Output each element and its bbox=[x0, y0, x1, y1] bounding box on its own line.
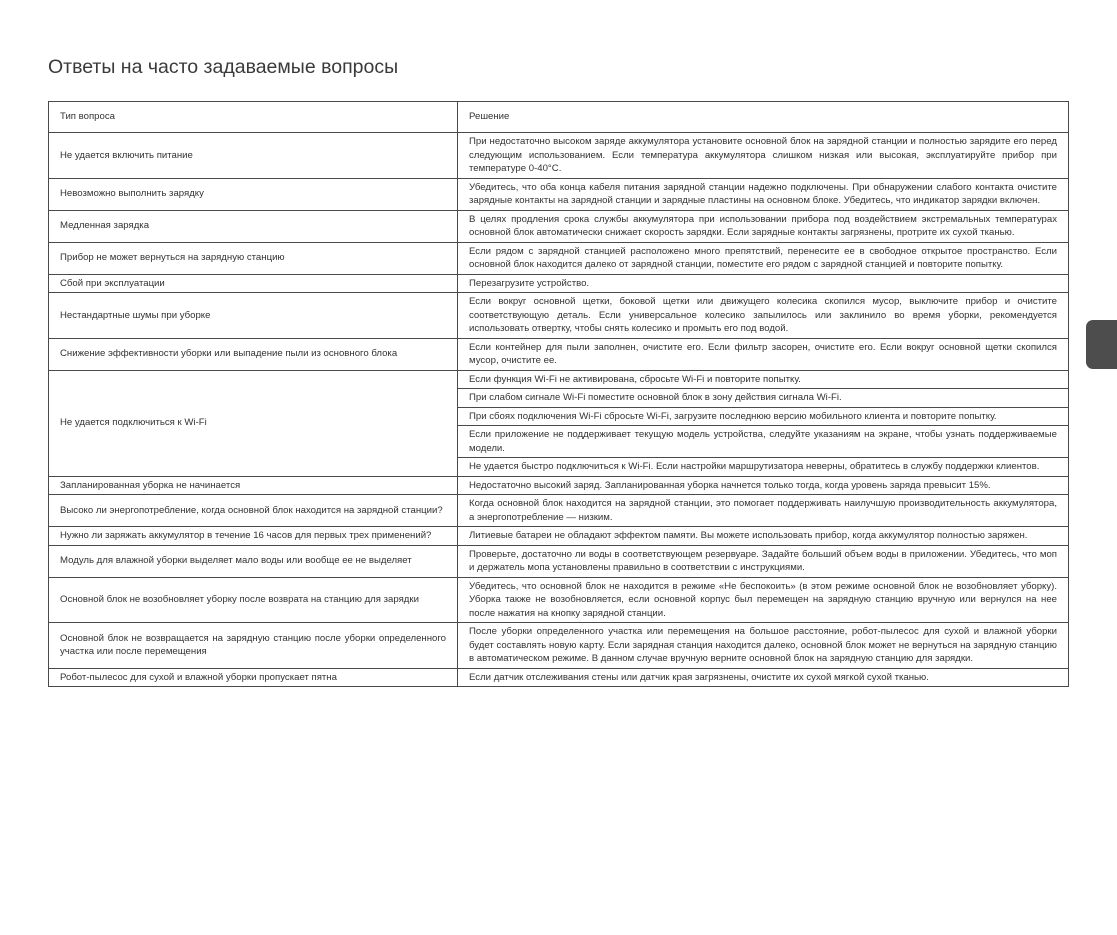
faq-table-body bbox=[49, 102, 1069, 687]
table-row bbox=[49, 293, 1069, 339]
solution-cell: Если функция Wi-Fi не активирована, сбросьте Wi-Fi и повторите попытку. bbox=[458, 370, 1069, 389]
question-cell: Робот-пылесос для сухой и влажной уборки пропускает пятна bbox=[49, 668, 458, 687]
question-cell: Запланированная уборка не начинается bbox=[49, 476, 458, 495]
solution-cell: При недостаточно высоком заряде аккумулятора установите основной блок на зарядной станции и полностью зарядите его перед следующим использованием. Если температура аккумулятора слишком низкая или высокая, эксплуатируйте прибор при температуре 0-40°C. bbox=[458, 133, 1069, 179]
solution-cell: Убедитесь, что оба конца кабеля питания зарядной станции надежно подключены. При обнаружении слабого контакта очистите зарядные контакты на зарядной станции и зарядные пластины на основном блоке. Убедитесь, что индикатор зарядки включен. bbox=[458, 178, 1069, 210]
table-row bbox=[49, 210, 1069, 242]
solution-cell: В целях продления срока службы аккумулятора при использовании прибора под воздействием экстремальных температурах основной блок автоматически снижает скорость зарядки. Если зарядные контакты загрязнены, протрите их сухой тканью. bbox=[458, 210, 1069, 242]
table-row bbox=[49, 527, 1069, 546]
solution-cell: Недостаточно высокий заряд. Запланированная уборка начнется только тогда, когда уровень заряда превысит 15%. bbox=[458, 476, 1069, 495]
page-title: Ответы на часто задаваемые вопросы bbox=[48, 56, 399, 78]
question-cell: Сбой при эксплуатации bbox=[49, 274, 458, 293]
solution-cell: Если вокруг основной щетки, боковой щетки или движущего колесика скопился мусор, выключите прибор и очистите соответствующую деталь. Если универсальное колесико запылилось или заклинило во время уборки, рекомендуется использовать отвертку, чтобы снять колесико и промыть его под водой. bbox=[458, 293, 1069, 339]
question-cell: Снижение эффективности уборки или выпадение пыли из основного блока bbox=[49, 338, 458, 370]
question-cell: Не удается включить питание bbox=[49, 133, 458, 179]
question-cell: Медленная зарядка bbox=[49, 210, 458, 242]
table-row bbox=[49, 668, 1069, 687]
table-row bbox=[49, 133, 1069, 179]
question-cell: Не удается подключиться к Wi-Fi bbox=[49, 370, 458, 476]
table-row bbox=[49, 274, 1069, 293]
table-row bbox=[49, 495, 1069, 527]
table-row bbox=[49, 370, 1069, 389]
solution-cell: После уборки определенного участка или перемещения на большое расстояние, робот-пылесос для сухой и влажной уборки будет составлять новую карту. Если зарядная станция находится далеко, основной блок может не вернуться на зарядную станцию в автоматическом режиме. В данном случае вручную верните основной блок на зарядную станцию для зарядки. bbox=[458, 623, 1069, 669]
question-cell: Высоко ли энергопотребление, когда основной блок находится на зарядной станции? bbox=[49, 495, 458, 527]
table-row bbox=[49, 338, 1069, 370]
table-row bbox=[49, 545, 1069, 577]
question-cell: Модуль для влажной уборки выделяет мало воды или вообще ее не выделяет bbox=[49, 545, 458, 577]
solution-cell: Если контейнер для пыли заполнен, очистите его. Если фильтр засорен, очистите его. Если вокруг основной щетки скопился мусор, очистите ее. bbox=[458, 338, 1069, 370]
solution-cell: Когда основной блок находится на зарядной станции, это помогает поддерживать наилучшую производительность аккумулятора, а энергопотребление — низким. bbox=[458, 495, 1069, 527]
faq-table bbox=[48, 101, 1069, 687]
solution-cell: При сбоях подключения Wi-Fi сбросьте Wi-Fi, загрузите последнюю версию мобильного клиента и повторите попытку. bbox=[458, 407, 1069, 426]
table-row bbox=[49, 242, 1069, 274]
solution-cell: Проверьте, достаточно ли воды в соответствующем резервуаре. Задайте больший объем воды в приложении. Убедитесь, что моп и держатель мопа установлены правильно в соответствии с инструкциями. bbox=[458, 545, 1069, 577]
solution-cell: Не удается быстро подключиться к Wi-Fi. Если настройки маршрутизатора неверны, обратитесь в службу поддержки клиентов. bbox=[458, 458, 1069, 477]
header-solution: Решение bbox=[458, 102, 1069, 133]
header-question-type: Тип вопроса bbox=[49, 102, 458, 133]
table-row bbox=[49, 623, 1069, 669]
question-cell: Прибор не может вернуться на зарядную станцию bbox=[49, 242, 458, 274]
solution-cell: Если приложение не поддерживает текущую модель устройства, следуйте указаниям на экране, чтобы узнать поддерживаемые модели. bbox=[458, 426, 1069, 458]
table-row bbox=[49, 577, 1069, 623]
solution-cell: При слабом сигнале Wi-Fi поместите основной блок в зону действия сигнала Wi-Fi. bbox=[458, 389, 1069, 408]
table-row bbox=[49, 476, 1069, 495]
solution-cell: Если рядом с зарядной станцией расположено много препятствий, перенесите ее в свободное открытое пространство. Если основной блок находится далеко от зарядной станции, поместите его рядом с зарядной станцией и повторите попытку. bbox=[458, 242, 1069, 274]
table-row bbox=[49, 178, 1069, 210]
table-header-row bbox=[49, 102, 1069, 133]
solution-cell: Убедитесь, что основной блок не находится в режиме «Не беспокоить» (в этом режиме основной блок не возобновляет уборку). Уборка также не возобновляется, если основной корпус был перемещен на зарядную станцию вручную или вернулся на нее после нажатия на кнопку зарядной станции. bbox=[458, 577, 1069, 623]
solution-cell: Если датчик отслеживания стены или датчик края загрязнены, очистите их сухой мягкой сухой тканью. bbox=[458, 668, 1069, 687]
question-cell: Основной блок не возвращается на зарядную станцию после уборки определенного участка или после перемещения bbox=[49, 623, 458, 669]
solution-cell: Перезагрузите устройство. bbox=[458, 274, 1069, 293]
question-cell: Нужно ли заряжать аккумулятор в течение 16 часов для первых трех применений? bbox=[49, 527, 458, 546]
question-cell: Невозможно выполнить зарядку bbox=[49, 178, 458, 210]
solution-cell: Литиевые батареи не обладают эффектом памяти. Вы можете использовать прибор, когда аккумулятор полностью заряжен. bbox=[458, 527, 1069, 546]
question-cell: Нестандартные шумы при уборке bbox=[49, 293, 458, 339]
question-cell: Основной блок не возобновляет уборку после возврата на станцию для зарядки bbox=[49, 577, 458, 623]
chapter-side-tab bbox=[1086, 320, 1117, 369]
